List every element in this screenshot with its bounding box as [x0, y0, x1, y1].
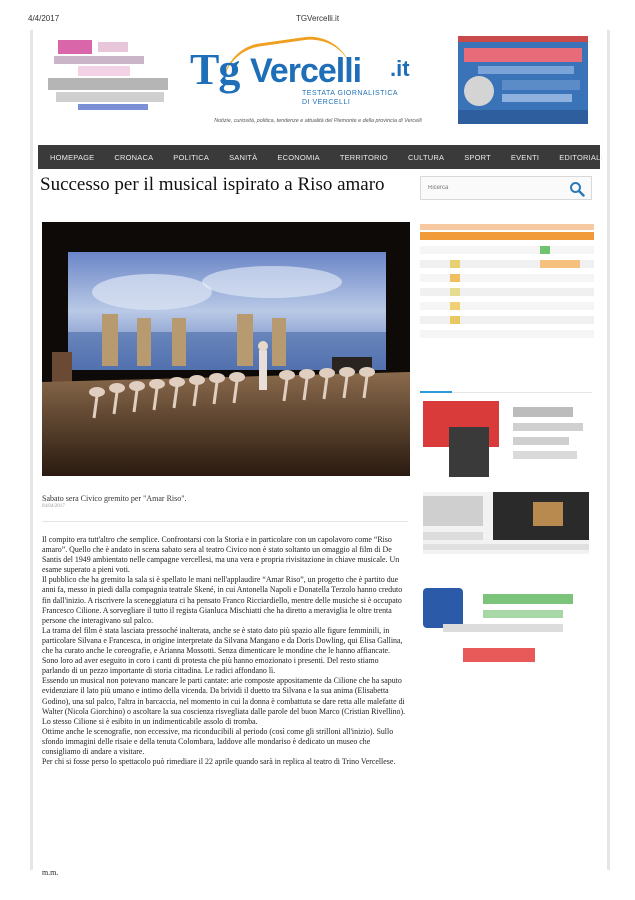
nav-item-eventi[interactable]: EVENTI — [510, 152, 540, 162]
sidebar-ad-2[interactable] — [423, 492, 589, 554]
logo-tld: .it — [390, 56, 410, 81]
article-paragraph: Ottime anche le scenografie, non eccessive, ma riconducibili al periodo (così come gli strilloni all'inizio). Sullo sfondo immagini delle risaie e della tenuta Colombara, laddove alle mondariso è dedicato un museo che consigliamo di andare a visitare. — [42, 726, 394, 756]
logo-tg: Tg — [190, 45, 240, 94]
header-ad-left[interactable] — [48, 38, 176, 118]
article-paragraph: Essendo un musical non potevano mancare le parti cantate: arie composte appositamente da Cilione che ha saputo evidenziare il lato più umano e intimo della vicenda. Da brividi il duetto tra Silvana e la sua anima (Elisabetta Godino), una sul palco, l'altra in barcaccia, nel momento in cui la donna è combattuta se dare retta alle malefatte di Walter (Nicola Giorchino) o ascoltare la sua coscienza risvegliata dalle parole del buon Marco (Cristian Rivellino). Lo stesso Cilione si è esibito in un indimenticabile assolo di tromba. — [42, 676, 406, 726]
logo-vercelli: Vercelli — [250, 52, 362, 90]
nav-item-territorio[interactable]: TERRITORIO — [339, 152, 388, 162]
print-title: TGVercelli.it — [295, 14, 340, 23]
sidebar-divider-accent — [420, 391, 452, 393]
article-separator — [42, 521, 408, 522]
article-paragraph: La trama del film è stata lasciata pressoché inalterata, anche se è stato dato più spazio alle figure femminili, in particolare Silvana e Francesca, in origine interpretate da Silvana Mangano e da Doris Dowling, qui Elisa Gallina, che ha curato anche le coreografie, e Arianna Mossotti. Senza dimenticare le mondine che le hanno affiancate. Sono loro ad aver eseguito in coro i canti di protesta che più hanno emozionato i presenti. Del resto stiamo parlando di un pezzo importante di storia cittadina. Le radici affondano lì. — [42, 625, 403, 676]
search-icon[interactable] — [569, 181, 585, 197]
site-logo[interactable] — [190, 38, 450, 118]
main-nav — [38, 145, 603, 169]
stage-photo-image — [42, 222, 410, 476]
search-input[interactable] — [421, 177, 561, 199]
sidebar-ad-1[interactable] — [423, 401, 589, 489]
article-paragraph: Per chi si fosse perso lo spettacolo può rimediare il 22 aprile quando sarà in replica al teatro di Trino Vercellese. — [42, 757, 396, 767]
logo-subtitle-line1: TESTATA GIORNALISTICA — [302, 90, 399, 97]
article-paragraph: Il pubblico che ha gremito la sala si è spellato le mani nell'applaudire “Amar Riso”, un progetto che è partito due anni fa, messo in piedi dalla compagnia teatrale Skené, in cui Antonella Napoli e Donatella Terzolo hanno creduto fin dall'inizio. A riscrivere la sceneggiatura ci ha pensato Franco Ricciardiello, mentre delle musiche si è occupato Francesco Cilione. A sorvegliare il tutto il regista Gianluca Mischiatti che ha diretto a meraviglia le oltre trenta persone che interagivano sul palco. — [42, 575, 403, 625]
nav-item-cultura[interactable]: CULTURA — [407, 152, 445, 162]
nav-item-politica[interactable]: POLITICA — [173, 152, 210, 162]
article-body — [42, 535, 408, 767]
publish-date: 04/04/2017 — [42, 504, 65, 509]
nav-item-economia[interactable]: ECONOMIA — [277, 152, 320, 162]
print-header — [0, 14, 635, 26]
print-date: 4/4/2017 — [28, 14, 60, 23]
nav-item-homepage[interactable]: HOMEPAGE — [50, 152, 95, 162]
article-signature: m.m. — [42, 868, 59, 877]
sidebar-widget-table — [420, 224, 594, 344]
header-ad-right[interactable] — [458, 36, 588, 124]
photo-caption: Sabato sera Civico gremito per "Amar Riso". — [42, 494, 187, 503]
article-title: Successo per il musical ispirato a Riso amaro — [40, 174, 385, 195]
logo-subtitle-line2: DI VERCELLI — [302, 99, 351, 106]
site-tagline: Notizie, curiosità, politica, tendenze e attualità del Piemonte e della provincia di Vercelli — [214, 118, 422, 124]
nav-item-sport[interactable]: SPORT — [464, 152, 491, 162]
search-box — [420, 176, 592, 200]
sidebar-ad-3[interactable] — [423, 584, 589, 666]
article-paragraph: Il compito era tutt'altro che semplice. Confrontarsi con la Storia e in particolare con un capolavoro come “Riso amaro”. Quello che è andato in scena sabato sera al teatro Civico non è stato soltanto un omaggio al film di De Santis del 1949 ambientato nelle campagne vercellesi, ma una vera e propria rivisitazione in chiave musicale. Un esame superato a pieni voti. — [42, 535, 400, 575]
nav-item-editoriali[interactable]: EDITORIALI — [559, 152, 603, 162]
nav-item-cronaca[interactable]: CRONACA — [114, 152, 154, 162]
article-photo — [42, 222, 410, 476]
nav-item-sanita[interactable]: SANITÀ — [229, 152, 258, 162]
